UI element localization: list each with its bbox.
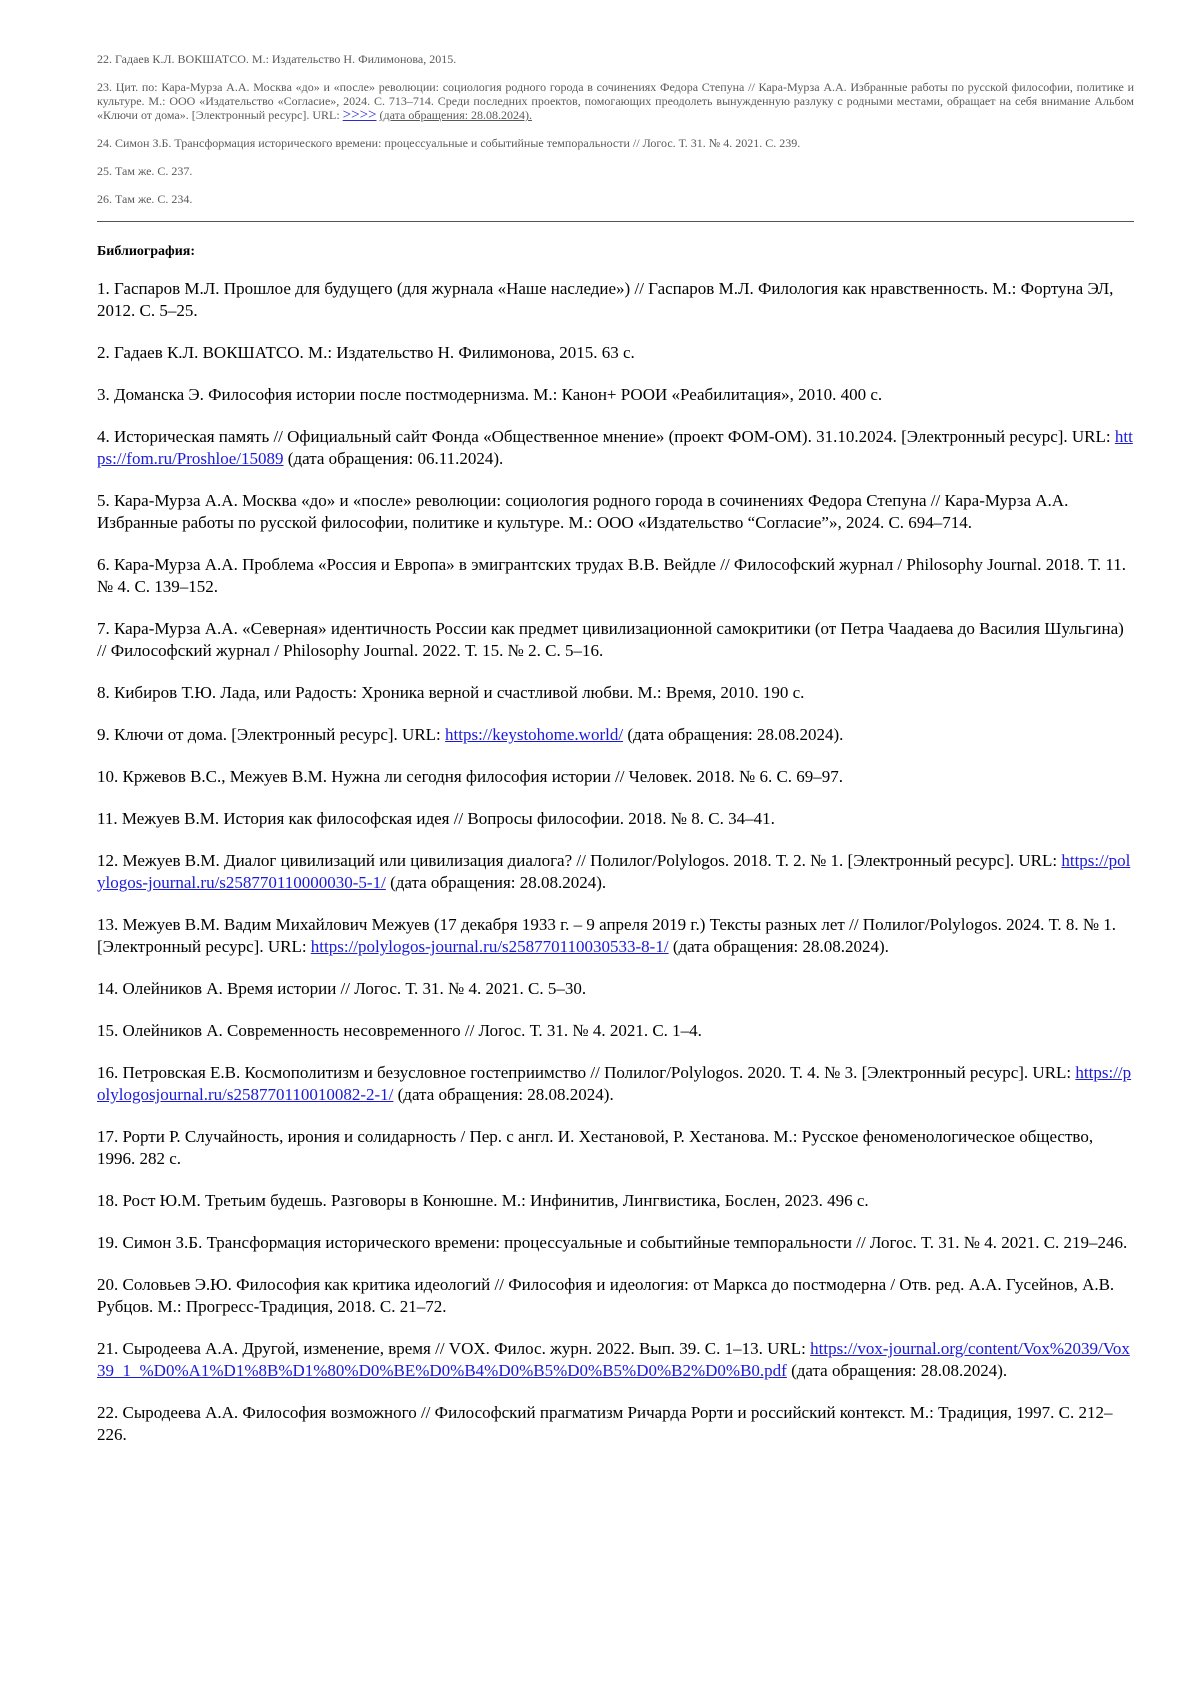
footnotes-section: [97, 52, 1134, 206]
reference-text: 5. Кара-Мурза А.А. Москва «до» и «после» революции: социология родного города в сочинениях Федора Степуна // Кара-Мурза А.А. Избранные работы по русской философии, политике и культуре. М.: ООО «Издательство “Согласие”», 2024. С. 694–714.: [97, 491, 1069, 532]
reference-text: 11. Межуев В.М. История как философская идея // Вопросы философии. 2018. № 8. С. 34‒41.: [97, 809, 775, 828]
bibliography-item: [97, 1062, 1134, 1106]
reference-text: (дата обращения: 28.08.2024).: [623, 725, 844, 744]
reference-text: 23. Цит. по: Кара-Мурза А.А. Москва «до» и «после» революции: социология родного города в сочинениях Федора Степуна // Кара-Мурза А.А. Избранные работы по русской философии, политике и культуре. М.: ООО «Издательство «Согласие», 2024. С. 713–714. Среди последних проектов, помогающих преодолеть вынужденную разлуку с родными местами, обращает на себя внимание Альбом «Ключи от дома». [Электронный ресурс]. URL:: [97, 80, 1134, 122]
reference-text: 10. Кржевов В.С., Межуев В.М. Нужна ли сегодня философия истории // Человек. 2018. № 6. С. 69–97.: [97, 767, 844, 786]
reference-text: 18. Рост Ю.М. Третьим будешь. Разговоры в Конюшне. М.: Инфинитив, Лингвистика, Бослен, 2023. 496 с.: [97, 1191, 869, 1210]
reference-link[interactable]: https://keystohome.world/: [445, 725, 624, 744]
reference-text: 26. Там же. С. 234.: [97, 192, 193, 206]
bibliography-item: [97, 1020, 1134, 1042]
reference-text: (дата обращения: 06.11.2024).: [283, 449, 504, 468]
reference-link[interactable]: https://vox-journal.org/content/Vox%2039/Vox39_1_%D0%A1%D1%8B%D1%80%D0%BE%D0%B4%D0%B5%D0%B5%D0%B2%D0%B0.pdf: [97, 1339, 1130, 1380]
footnote-item: [97, 80, 1134, 122]
bibliography-item: [97, 490, 1134, 534]
reference-text: 21. Сыродеева А.А. Другой, изменение, время // VOX. Филос. журн. 2022. Вып. 39. С. 1–13. URL:: [97, 1339, 811, 1358]
bibliography-item: [97, 278, 1134, 322]
document-page: [97, 52, 1134, 1466]
reference-text: 22. Гадаев К.Л. ВОКШАТСО. М.: Издательство Н. Филимонова, 2015.: [97, 52, 457, 66]
bibliography-item: [97, 554, 1134, 598]
footnote-item: [97, 136, 1134, 150]
footnote-item: [97, 192, 1134, 206]
bibliography-item: [97, 384, 1134, 406]
bibliography-list: [97, 278, 1134, 1446]
bibliography-item: [97, 1274, 1134, 1318]
bibliography-item: [97, 914, 1134, 958]
reference-text: 7. Кара-Мурза А.А. «Северная» идентичность России как предмет цивилизационной самокритики (от Петра Чаадаева до Василия Шульгина) // Философский журнал / Philosophy Journal. 2022. Т. 15. № 2. С. 5–16.: [97, 619, 1124, 660]
reference-text: (дата обращения: 28.08.2024).: [668, 937, 889, 956]
bibliography-item: [97, 426, 1134, 470]
reference-text: 13. Межуев В.М. Вадим Михайлович Межуев (17 декабря 1933 г. – 9 апреля 2019 г.) Тексты разных лет // Полилог/Polylogos. 2024. Т. 8. № 1. [Электронный ресурс]. URL:: [97, 915, 1117, 956]
footnote-item: [97, 164, 1134, 178]
reference-link[interactable]: (дата обращения: 28.08.2024).: [379, 108, 533, 122]
bibliography-item: [97, 1402, 1134, 1446]
bibliography-item: [97, 850, 1134, 894]
reference-text: 16. Петровская Е.В. Космополитизм и безусловное гостеприимство // Полилог/Polylogos. 2020. Т. 4. № 3. [Электронный ресурс]. URL:: [97, 1063, 1076, 1082]
reference-text: 14. Олейников А. Время истории // Логос. Т. 31. № 4. 2021. С. 5–30.: [97, 979, 587, 998]
reference-link[interactable]: https://fom.ru/Proshloe/15089: [97, 427, 1133, 468]
footnote-item: [97, 52, 1134, 66]
reference-text: 19. Симон З.Б. Трансформация исторического времени: процессуальные и событийные темпоральности // Логос. Т. 31. № 4. 2021. С. 219–246.: [97, 1233, 1128, 1252]
reference-link[interactable]: https://polylogos-journal.ru/s258770110030533-8-1/: [310, 937, 669, 956]
reference-text: 15. Олейников А. Современность несовременного // Логос. Т. 31. № 4. 2021. С. 1–4.: [97, 1021, 702, 1040]
section-divider: [97, 221, 1134, 222]
bibliography-item: [97, 766, 1134, 788]
reference-text: 2. Гадаев К.Л. ВОКШАТСО. М.: Издательство Н. Филимонова, 2015. 63 с.: [97, 343, 635, 362]
reference-link[interactable]: https://polylogosjournal.ru/s258770110010082-2-1/: [97, 1063, 1132, 1104]
reference-link[interactable]: >>>>: [342, 107, 377, 123]
reference-text: (дата обращения: 28.08.2024).: [393, 1085, 614, 1104]
reference-text: 6. Кара-Мурза А.А. Проблема «Россия и Европа» в эмигрантских трудах В.В. Вейдле // Философский журнал / Philosophy Journal. 2018. Т. 11. № 4. С. 139–152.: [97, 555, 1127, 596]
bibliography-item: [97, 1338, 1134, 1382]
bibliography-item: [97, 1232, 1134, 1254]
reference-text: (дата обращения: 28.08.2024).: [385, 873, 607, 892]
bibliography-item: [97, 1126, 1134, 1170]
reference-text: 1. Гаспаров М.Л. Прошлое для будущего (для журнала «Наше наследие») // Гаспаров М.Л. Филология как нравственность. М.: Фортуна ЭЛ, 2012. С. 5–25.: [97, 279, 1114, 320]
reference-text: 24. Симон З.Б. Трансформация исторического времени: процессуальные и событийные темпоральности // Логос. Т. 31. № 4. 2021. С. 239.: [97, 136, 801, 150]
reference-text: 20. Соловьев Э.Ю. Философия как критика идеологий // Философия и идеология: от Маркса до постмодерна / Отв. ред. А.А. Гусейнов, А.В. Рубцов. М.: Прогресс-Традиция, 2018. С. 21–72.: [97, 1275, 1115, 1316]
bibliography-item: [97, 682, 1134, 704]
reference-text: 8. Кибиров Т.Ю. Лада, или Радость: Хроника верной и счастливой любви. М.: Время, 2010. 190 с.: [97, 683, 805, 702]
bibliography-item: [97, 724, 1134, 746]
bibliography-item: [97, 618, 1134, 662]
reference-text: 25. Там же. С. 237.: [97, 164, 193, 178]
reference-text: 4. Историческая память // Официальный сайт Фонда «Общественное мнение» (проект ФОМ-ОМ). 31.10.2024. [Электронный ресурс]. URL:: [97, 427, 1115, 446]
reference-text: 9. Ключи от дома. [Электронный ресурс]. URL:: [97, 725, 446, 744]
bibliography-item: [97, 978, 1134, 1000]
bibliography-heading: Библиография:: [97, 244, 196, 259]
bibliography-item: [97, 342, 1134, 364]
reference-text: (дата обращения: 28.08.2024).: [786, 1361, 1008, 1380]
bibliography-item: [97, 1190, 1134, 1212]
reference-link[interactable]: https://polylogos-journal.ru/s258770110000030-5-1/: [97, 851, 1131, 892]
reference-text: 12. Межуев В.М. Диалог цивилизаций или цивилизация диалога? // Полилог/Polylogos. 2018. Т. 2. № 1. [Электронный ресурс]. URL:: [97, 851, 1062, 870]
reference-text: 17. Рорти Р. Случайность, ирония и солидарность / Пер. с англ. И. Хестановой, Р. Хестанова. М.: Русское феноменологическое общество, 1996. 282 с.: [97, 1127, 1094, 1168]
bibliography-item: [97, 808, 1134, 830]
reference-text: 22. Сыродеева А.А. Философия возможного // Философский прагматизм Ричарда Рорти и российский контекст. М.: Традиция, 1997. С. 212–226.: [97, 1403, 1113, 1444]
reference-text: 3. Доманска Э. Философия истории после постмодернизма. М.: Канон+ РООИ «Реабилитация», 2010. 400 с.: [97, 385, 883, 404]
